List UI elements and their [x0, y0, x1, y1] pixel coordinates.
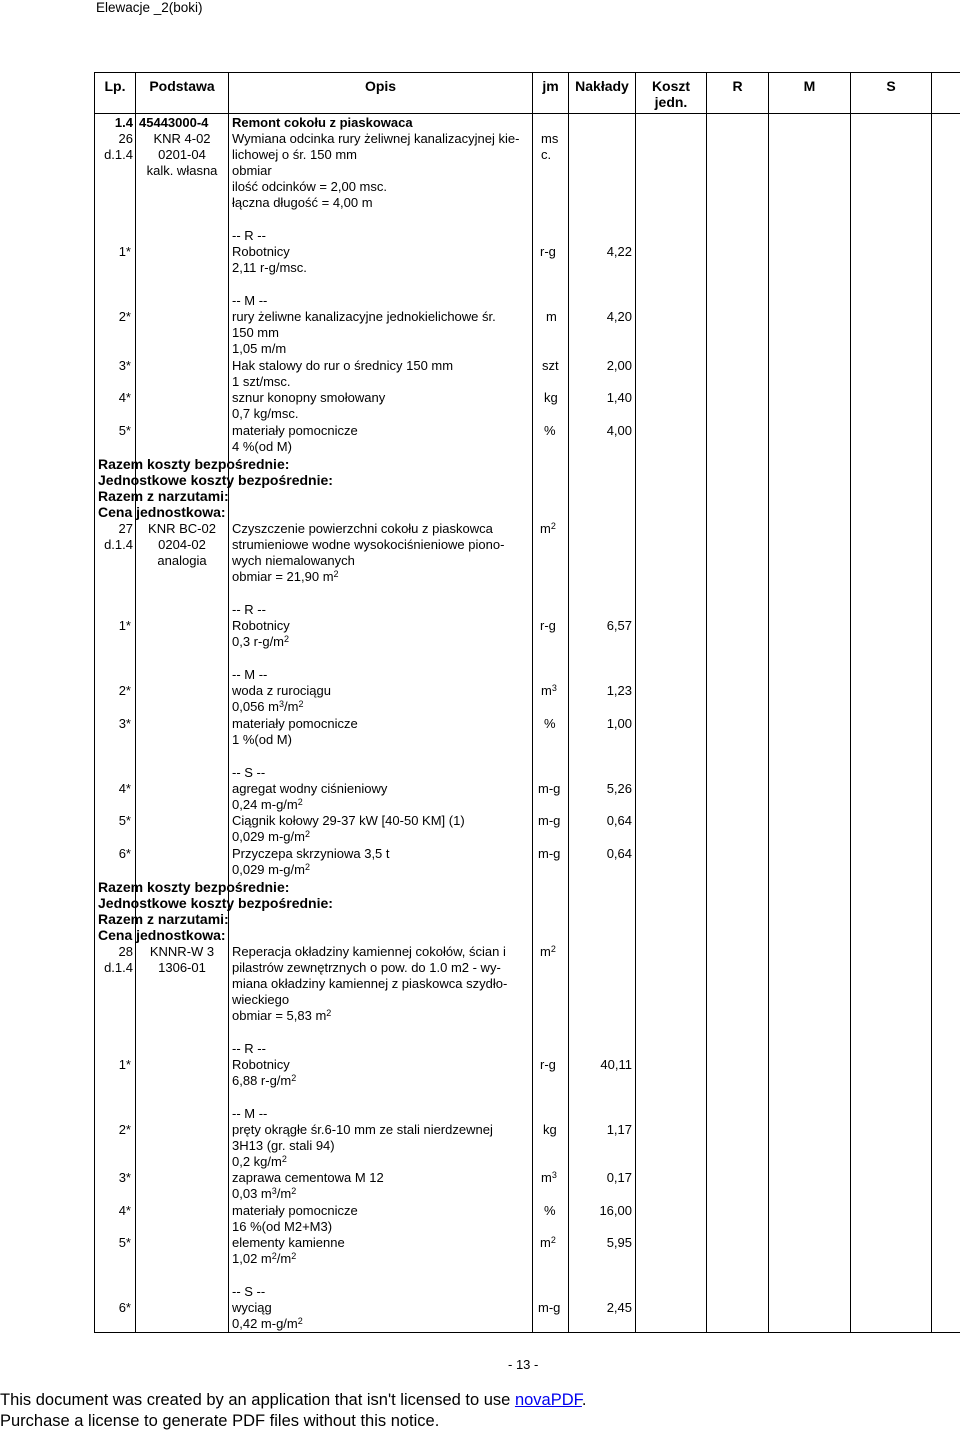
resource-name: woda z rurociągu — [232, 683, 331, 698]
resource-name: elementy kamienne — [232, 1235, 345, 1250]
resource-norm — [232, 1186, 296, 1202]
item-description: strumieniowe wodne wysokociśnieniowe piono- — [232, 537, 505, 552]
item-description: ilość odcinków = 2,00 msc. — [232, 179, 387, 194]
summary-unit-direct-costs: Jednostkowe koszty bezpośrednie: — [98, 895, 333, 911]
superscript: 3 — [271, 1186, 277, 1196]
resource-unit: kg — [543, 1122, 557, 1137]
resource-unit — [541, 1170, 557, 1186]
item-description: Czyszczenie powierzchni cokołu z piaskowca — [232, 521, 493, 536]
column-divider — [931, 73, 932, 1332]
resource-norm — [232, 797, 303, 813]
item-description: miana okładziny kamiennej z piaskowca szydło- — [232, 976, 508, 991]
header-r: R — [732, 78, 743, 94]
summary-direct-costs: Razem koszty bezpośrednie: — [98, 456, 290, 472]
superscript: 2 — [271, 1251, 277, 1261]
resource-index: 2* — [118, 683, 131, 698]
column-divider — [568, 73, 569, 1332]
resource-group-m: -- M -- — [232, 293, 268, 308]
license-notice-line1 — [0, 1390, 587, 1410]
unit-text: m — [540, 1235, 551, 1250]
resource-norm — [232, 1154, 287, 1170]
resource-unit — [541, 683, 557, 699]
resource-quantity: 4,22 — [606, 244, 632, 259]
norm-text: 0,03 m — [232, 1186, 272, 1201]
resource-unit: % — [544, 1203, 556, 1218]
header-opis: Opis — [364, 78, 397, 94]
resource-name: materiały pomocnicze — [232, 716, 358, 731]
resource-name: materiały pomocnicze — [232, 1203, 358, 1218]
resource-unit — [540, 1235, 556, 1251]
superscript: 2 — [326, 1008, 332, 1018]
norm-text: /m — [276, 1186, 292, 1201]
superscript: 2 — [291, 1073, 297, 1083]
norm-text: /m — [284, 699, 299, 714]
resource-index: 1* — [118, 618, 131, 633]
resource-name: sznur konopny smołowany — [232, 390, 386, 405]
norm-text: 0,24 m-g/m — [232, 797, 298, 812]
resource-index: 3* — [118, 716, 131, 731]
resource-quantity: 5,26 — [606, 781, 632, 796]
item-lp: d.1.4 — [104, 537, 133, 552]
item-number: 27 — [118, 521, 133, 536]
resource-name: pręty okrągłe śr.6-10 mm ze stali nierdzewnej — [232, 1122, 493, 1137]
resource-index: 6* — [118, 846, 131, 861]
resource-quantity: 4,20 — [606, 309, 632, 324]
item-unit: ms — [541, 131, 559, 146]
resource-index: 2* — [118, 1122, 131, 1137]
resource-index: 6* — [118, 1300, 131, 1315]
header-naklady: Nakłady — [575, 78, 629, 94]
item-description: lichowej o śr. 150 mm — [232, 147, 357, 162]
resource-unit: m-g — [538, 1300, 561, 1315]
item-unit — [540, 944, 556, 960]
resource-group-m: -- M -- — [232, 667, 268, 682]
item-description: łączna długość = 4,00 m — [232, 195, 373, 210]
unit-text: m — [541, 1170, 552, 1185]
resource-quantity: 2,45 — [606, 1300, 632, 1315]
resource-unit: m-g — [538, 846, 561, 861]
resource-unit: m — [546, 309, 557, 324]
resource-name: Przyczepa skrzyniowa 3,5 t — [232, 846, 390, 861]
item-basis: 0201-04 — [158, 147, 206, 162]
item-unit: c. — [541, 147, 552, 162]
item-basis: KNR BC-02 — [148, 521, 216, 536]
item-basis: 1306-01 — [158, 960, 206, 975]
resource-norm — [232, 634, 289, 650]
resource-name: Robotnicy — [232, 244, 290, 259]
superscript: 2 — [291, 1186, 297, 1196]
resource-name: agregat wodny ciśnieniowy — [232, 781, 388, 796]
resource-quantity: 1,23 — [606, 683, 632, 698]
license-notice-text: This document was created by an application that isn't licensed to use — [0, 1391, 515, 1409]
item-unit — [540, 521, 556, 537]
unit-text: m — [540, 521, 551, 536]
item-basis: KNNR-W 3 — [149, 944, 215, 959]
item-basis: KNR 4-02 — [153, 131, 211, 146]
resource-group-r: -- R -- — [232, 602, 266, 617]
header-jm: jm — [542, 78, 559, 94]
resource-norm: 16 %(od M2+M3) — [232, 1219, 333, 1234]
resource-unit: r-g — [540, 244, 556, 259]
license-notice-line2: Purchase a license to generate PDF files without this notice. — [0, 1412, 440, 1430]
resource-unit: szt — [542, 358, 559, 373]
column-divider — [768, 73, 769, 1332]
header-koszt: Koszt — [651, 78, 691, 94]
item-description: Reperacja okładziny kamiennej cokołów, ścian i — [232, 944, 506, 959]
norm-text: 0,42 m-g/m — [232, 1316, 298, 1331]
superscript: 2 — [304, 829, 310, 839]
norm-text: 6,88 r-g/m — [232, 1073, 292, 1088]
superscript: 3 — [551, 683, 557, 693]
resource-norm: 4 %(od M) — [232, 439, 292, 454]
item-obmiar — [232, 569, 339, 585]
resource-name: Robotnicy — [232, 1057, 290, 1072]
header-podstawa: Podstawa — [149, 78, 215, 94]
header-m: M — [803, 78, 816, 94]
resource-name: Hak stalowy do rur o średnicy 150 mm — [232, 358, 454, 373]
norm-text: /m — [276, 1251, 292, 1266]
item-basis: kalk. własna — [146, 163, 218, 178]
resource-norm — [232, 1251, 296, 1267]
superscript: 2 — [297, 797, 303, 807]
norm-text: 0,2 kg/m — [232, 1154, 282, 1169]
resource-unit: kg — [544, 390, 558, 405]
resource-name: wyciąg — [232, 1300, 272, 1315]
item-obmiar — [232, 1008, 331, 1024]
item-lp: d.1.4 — [104, 147, 133, 162]
item-description: obmiar — [232, 163, 272, 178]
norm-text: 0,3 r-g/m — [232, 634, 285, 649]
resource-norm — [232, 829, 310, 845]
norm-text: 0,029 m-g/m — [232, 862, 305, 877]
superscript: 2 — [333, 569, 339, 579]
obmiar-text: obmiar = 21,90 m — [232, 569, 334, 584]
resource-name: 3H13 (gr. stali 94) — [232, 1138, 335, 1153]
resource-norm: 1 szt/msc. — [232, 374, 291, 389]
item-description: wieckiego — [232, 992, 290, 1007]
resource-group-s: -- S -- — [232, 765, 266, 780]
resource-index: 3* — [118, 358, 131, 373]
superscript: 3 — [278, 699, 284, 709]
resource-index: 2* — [118, 309, 131, 324]
cost-estimate-table — [94, 72, 960, 1333]
resource-unit: % — [544, 716, 556, 731]
resource-group-s: -- S -- — [232, 1284, 266, 1299]
resource-norm: 0,7 kg/msc. — [232, 406, 299, 421]
resource-group-m: -- M -- — [232, 1106, 268, 1121]
resource-name: materiały pomocnicze — [232, 423, 358, 438]
column-divider — [706, 73, 707, 1332]
norm-text: 0,029 m-g/m — [232, 829, 305, 844]
resource-norm — [232, 1073, 296, 1089]
column-divider — [635, 73, 636, 1332]
norm-text: 0,056 m — [232, 699, 279, 714]
item-description: Wymiana odcinka rury żeliwnej kanalizacyjnej kie- — [232, 131, 520, 146]
item-basis: analogia — [157, 553, 207, 568]
summary-unit-price: Cena jednostkowa: — [98, 504, 226, 520]
superscript: 2 — [297, 1316, 303, 1326]
unit-text: m — [541, 683, 552, 698]
resource-index: 1* — [118, 244, 131, 259]
resource-quantity: 1,17 — [606, 1122, 632, 1137]
resource-index: 1* — [118, 1057, 131, 1072]
resource-index: 4* — [118, 781, 131, 796]
resource-quantity: 16,00 — [599, 1203, 632, 1218]
superscript: 2 — [304, 862, 310, 872]
novapdf-link[interactable]: novaPDF — [514, 1391, 582, 1409]
resource-quantity: 1,40 — [606, 390, 632, 405]
resource-quantity: 2,00 — [606, 358, 632, 373]
obmiar-text: obmiar = 5,83 m — [232, 1008, 327, 1023]
resource-quantity: 0,64 — [606, 846, 632, 861]
resource-group-r: -- R -- — [232, 1041, 266, 1056]
superscript: 2 — [291, 1251, 297, 1261]
resource-name: rury żeliwne kanalizacyjne jednokielichowe śr. — [232, 309, 496, 324]
resource-index: 5* — [118, 1235, 131, 1250]
page-number: - 13 - — [508, 1357, 539, 1372]
resource-norm — [232, 1316, 303, 1332]
resource-norm — [232, 862, 310, 878]
summary-with-markups: Razem z narzutami: — [98, 911, 229, 927]
section-cpv: 45443000-4 — [139, 115, 209, 130]
column-divider — [532, 73, 533, 1332]
norm-text: 1,02 m — [232, 1251, 272, 1266]
resource-index: 3* — [118, 1170, 131, 1185]
superscript: 2 — [298, 699, 304, 709]
resource-name: zaprawa cementowa M 12 — [232, 1170, 384, 1185]
resource-quantity: 6,57 — [606, 618, 632, 633]
resource-name: 150 mm — [232, 325, 279, 340]
column-divider — [850, 73, 851, 1332]
resource-quantity: 4,00 — [606, 423, 632, 438]
resource-index: 4* — [118, 1203, 131, 1218]
header-s: S — [886, 78, 896, 94]
summary-with-markups: Razem z narzutami: — [98, 488, 229, 504]
resource-quantity: 0,17 — [606, 1170, 632, 1185]
resource-norm: 2,11 r-g/msc. — [232, 260, 307, 275]
summary-unit-price: Cena jednostkowa: — [98, 927, 226, 943]
superscript: 2 — [281, 1154, 287, 1164]
item-lp: d.1.4 — [104, 960, 133, 975]
document-title: Elewacje _2(boki) — [96, 0, 203, 15]
resource-index: 4* — [118, 390, 131, 405]
superscript: 2 — [550, 521, 556, 531]
resource-quantity: 0,64 — [606, 813, 632, 828]
resource-unit: m-g — [538, 813, 561, 828]
license-notice-text: . — [581, 1391, 587, 1409]
resource-name: Ciągnik kołowy 29-37 kW [40-50 KM] (1) — [232, 813, 465, 828]
column-divider — [228, 73, 229, 1332]
resource-quantity: 1,00 — [606, 716, 632, 731]
item-number: 26 — [118, 131, 133, 146]
resource-norm: 1,05 m/m — [232, 341, 287, 356]
resource-unit: % — [544, 423, 556, 438]
resource-index: 5* — [118, 423, 131, 438]
section-code: 1.4 — [114, 115, 133, 130]
item-basis: 0204-02 — [158, 537, 206, 552]
header-koszt-jedn: jedn. — [654, 94, 688, 110]
header-lp: Lp. — [104, 78, 126, 94]
superscript: 2 — [550, 944, 556, 954]
resource-norm — [232, 699, 303, 715]
section-title: Remont cokołu z piaskowaca — [232, 115, 413, 130]
resource-unit: r-g — [540, 1057, 556, 1072]
resource-group-r: -- R -- — [232, 228, 266, 243]
resource-quantity: 5,95 — [606, 1235, 632, 1250]
unit-text: m — [540, 944, 551, 959]
item-description: wych niemalowanych — [232, 553, 355, 568]
item-description: pilastrów zewnętrznych o pow. do 1.0 m2 - wy- — [232, 960, 501, 975]
header-separator — [95, 113, 960, 114]
resource-unit: m-g — [538, 781, 561, 796]
superscript: 3 — [551, 1170, 557, 1180]
summary-unit-direct-costs: Jednostkowe koszty bezpośrednie: — [98, 472, 333, 488]
resource-index: 5* — [118, 813, 131, 828]
resource-unit: r-g — [540, 618, 556, 633]
superscript: 2 — [284, 634, 290, 644]
resource-name: Robotnicy — [232, 618, 290, 633]
summary-direct-costs: Razem koszty bezpośrednie: — [98, 879, 290, 895]
superscript: 2 — [550, 1235, 556, 1245]
item-number: 28 — [118, 944, 133, 959]
resource-quantity: 40,11 — [600, 1057, 632, 1072]
resource-norm: 1 %(od M) — [232, 732, 292, 747]
column-divider — [135, 73, 136, 1332]
